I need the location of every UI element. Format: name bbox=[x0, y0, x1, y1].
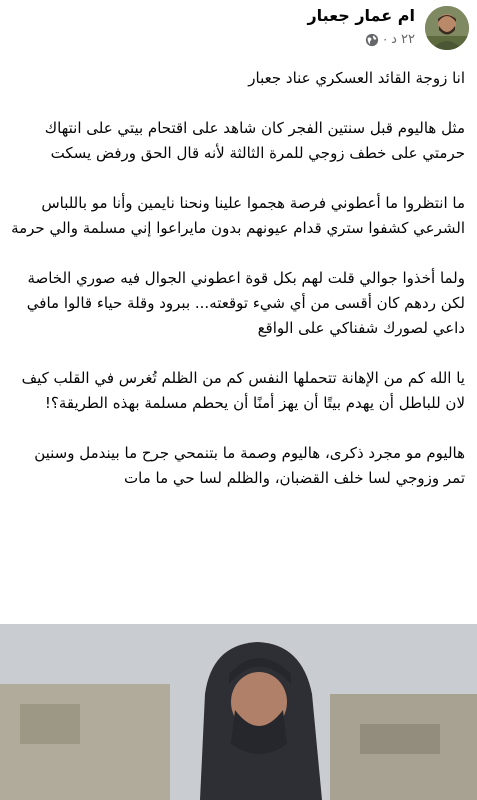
post-timestamp[interactable]: ٢٢ د bbox=[391, 32, 415, 47]
photo-image bbox=[0, 624, 477, 800]
post-paragraph: يا الله كم من الإهانة تتحملها النفس كم من الظلم تُغرس في القلب كيف لان للباطل أن يهدم بيتًا أن يهز أمنًا أن يحطم مسلمة بهذه الطريقة؟! bbox=[21, 369, 465, 412]
author-name[interactable]: ام عمار جعبار bbox=[307, 6, 415, 25]
post-paragraph: انا زوجة القائد العسكري عناد جعبار bbox=[248, 69, 465, 87]
post-paragraph: ما انتظروا ما أعطوني فرصة هجموا علينا ونحنا نايمين وأنا مو باللباس الشرعي كشفوا ستري قدام عيونهم بدون مايراعوا إني مسلمة والي حرمة bbox=[11, 194, 465, 237]
post-meta bbox=[365, 32, 415, 47]
globe-icon bbox=[365, 33, 379, 47]
meta-separator: · bbox=[383, 32, 388, 47]
post-photo[interactable] bbox=[0, 624, 477, 800]
post-header bbox=[0, 0, 477, 62]
post-body bbox=[10, 66, 465, 491]
author-avatar[interactable] bbox=[425, 6, 469, 50]
post-paragraph: مثل هاليوم قبل سنتين الفجر كان شاهد على اقتحام بيتي على انتهاك حرمتي على خطف زوجي للمرة الثالثة لأنه قال الحق ورفض يسكت bbox=[44, 119, 465, 162]
avatar-photo bbox=[425, 6, 469, 50]
post-paragraph: هاليوم مو مجرد ذكرى، هاليوم وصمة ما بتنمحي جرح ما بيندمل وسنين تمر وزوجي لسا خلف القضبان، والظلم لسا حي ما مات bbox=[34, 444, 465, 487]
post-paragraph: ولما أخذوا جوالي قلت لهم بكل قوة اعطوني الجوال فيه صوري الخاصة لكن ردهم كان أقسى من أي شيء توقعته... ببرود وقلة حياء قالوا مافي داعي لصورك شفناكي على الواقع bbox=[26, 269, 465, 337]
